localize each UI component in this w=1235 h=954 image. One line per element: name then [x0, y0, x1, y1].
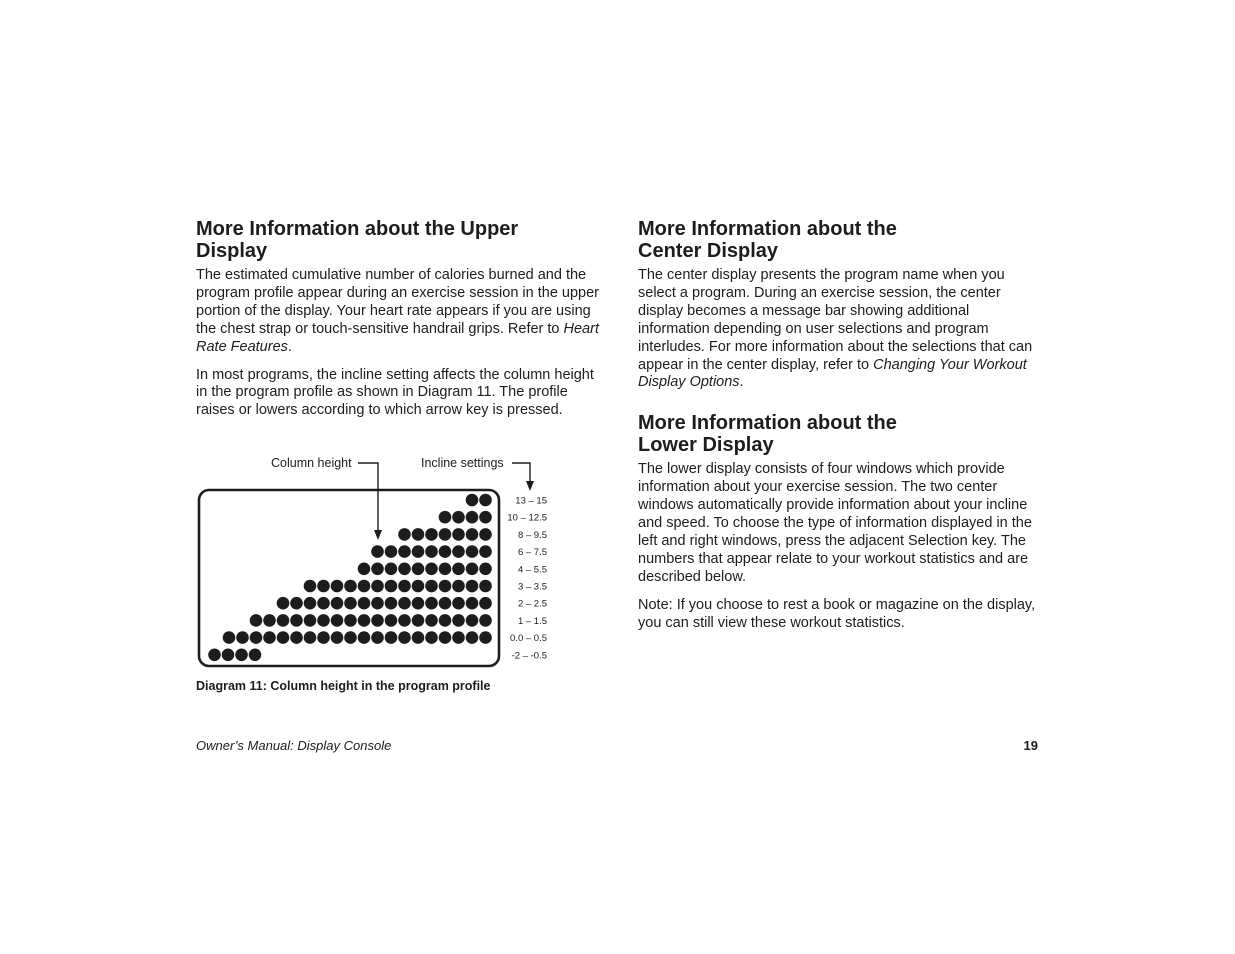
profile-dot [385, 545, 398, 558]
profile-dot [358, 580, 371, 593]
heading-line: More Information about the [638, 218, 897, 240]
profile-dot [412, 545, 425, 558]
profile-dot [385, 614, 398, 627]
profile-dot [439, 545, 452, 558]
profile-dot [439, 597, 452, 610]
profile-dot [358, 563, 371, 576]
profile-dot [398, 528, 411, 541]
profile-dot [479, 614, 492, 627]
profile-dot [479, 545, 492, 558]
incline-setting-label: -2 – -0.5 [511, 650, 547, 662]
profile-dot [344, 614, 357, 627]
profile-dot [479, 580, 492, 593]
profile-dot [439, 511, 452, 524]
profile-dot [371, 580, 384, 593]
profile-dot [331, 597, 344, 610]
incline-setting-label: 8 – 9.5 [517, 529, 547, 541]
profile-dot [452, 545, 465, 558]
profile-dot [263, 631, 276, 644]
profile-dot [398, 563, 411, 576]
incline-setting-label: 6 – 7.5 [517, 547, 547, 559]
profile-dot [398, 545, 411, 558]
profile-dot [425, 563, 438, 576]
column-height-arrow-head [374, 530, 382, 540]
profile-dot [331, 614, 344, 627]
profile-dot [466, 580, 479, 593]
profile-dot [425, 580, 438, 593]
profile-dot [412, 631, 425, 644]
heading-line: Lower Display [638, 434, 774, 457]
incline-setting-label: 10 – 12.5 [507, 512, 547, 524]
profile-dot [412, 580, 425, 593]
profile-dot [412, 614, 425, 627]
profile-dot [452, 631, 465, 644]
profile-dot [344, 597, 357, 610]
upper-display-heading [196, 218, 601, 262]
profile-dot [223, 631, 236, 644]
profile-dot [304, 631, 317, 644]
profile-dot [263, 614, 276, 627]
profile-dot [344, 580, 357, 593]
profile-dot [331, 631, 344, 644]
profile-dot [222, 649, 235, 662]
profile-dot [452, 597, 465, 610]
profile-dot [317, 597, 330, 610]
profile-dot [208, 649, 221, 662]
paragraph-text: The center display presents the program name when you select a program. During an exercise session, the center display becomes a message bar showing additional information depending on user selections and program interludes. For more information about the selections that can appear in the center display, refer to [638, 267, 1033, 373]
profile-dot [452, 563, 465, 576]
profile-dot [385, 563, 398, 576]
center-display-heading [638, 218, 1043, 262]
profile-dot [466, 494, 479, 507]
profile-dot [385, 597, 398, 610]
profile-dot [331, 580, 344, 593]
profile-dot [371, 614, 384, 627]
program-profile-diagram [196, 450, 576, 680]
profile-dot [452, 528, 465, 541]
profile-dot [344, 631, 357, 644]
heading-line: Display [196, 240, 268, 262]
incline-setting-label: 4 – 5.5 [517, 564, 547, 576]
diagram-caption: Diagram 11: Column height in the program profile [196, 679, 491, 693]
profile-dot [235, 649, 248, 662]
column-height-arrow-line [358, 463, 378, 533]
profile-dot [371, 597, 384, 610]
profile-dot [479, 631, 492, 644]
profile-dot [479, 597, 492, 610]
profile-dot [398, 631, 411, 644]
right-column [638, 218, 1043, 643]
profile-dot [479, 494, 492, 507]
profile-dot [412, 597, 425, 610]
profile-dot [425, 528, 438, 541]
profile-dot [290, 631, 303, 644]
heart-rate-features-reference: Heart Rate Features [196, 320, 599, 355]
profile-dot [398, 580, 411, 593]
profile-dot [317, 631, 330, 644]
note-paragraph [638, 597, 1043, 633]
profile-dot [277, 631, 290, 644]
incline-paragraph: In most programs, the incline setting affects the column height in the program profile as shown in Diagram 11. The profile raises or lowers according to which arrow key is pressed. [196, 366, 594, 419]
profile-dot [304, 614, 317, 627]
profile-dot [385, 631, 398, 644]
profile-dot [304, 597, 317, 610]
profile-dot [479, 528, 492, 541]
profile-dot [317, 580, 330, 593]
profile-dot [358, 631, 371, 644]
profile-dot [412, 528, 425, 541]
note-text: If you choose to rest a book or magazine on the display, you can still view these workout statistics. [638, 596, 1036, 631]
paragraph-end: . [739, 374, 744, 391]
incline-setting-label: 1 – 1.5 [517, 615, 547, 627]
incline-setting-label: 13 – 15 [515, 495, 547, 507]
heading-line: More Information about the [638, 412, 897, 435]
heading-line: Center Display [638, 240, 779, 262]
profile-dot [479, 563, 492, 576]
profile-dot [371, 631, 384, 644]
profile-dot [425, 597, 438, 610]
paragraph-text: The estimated cumulative number of calories burned and the program profile appear during an exercise session in the upper portion of the display. Your heart rate appears if you are using the chest strap or touch-sensitive handrail grips. Refer to [196, 267, 600, 337]
profile-dot [479, 511, 492, 524]
incline-labels [507, 496, 547, 662]
incline-setting-label: 3 – 3.5 [517, 581, 547, 593]
profile-dot [371, 563, 384, 576]
profile-dot [250, 631, 263, 644]
profile-dot [466, 563, 479, 576]
profile-dots [208, 494, 492, 661]
incline-settings-arrow-line [512, 463, 530, 484]
incline-setting-label: 0.0 – 0.5 [510, 633, 547, 645]
profile-dot [466, 631, 479, 644]
profile-dot [398, 614, 411, 627]
profile-dot [466, 528, 479, 541]
profile-dot [317, 614, 330, 627]
heading-line: More Information about the Upper [196, 218, 519, 240]
profile-dot [290, 614, 303, 627]
profile-dot [277, 614, 290, 627]
profile-dot [452, 580, 465, 593]
profile-dot [358, 597, 371, 610]
profile-dot [236, 631, 249, 644]
profile-dot [249, 649, 262, 662]
profile-dot [466, 511, 479, 524]
profile-dot [439, 631, 452, 644]
profile-dot [466, 545, 479, 558]
profile-dot [398, 597, 411, 610]
profile-dot [425, 545, 438, 558]
profile-dot [439, 528, 452, 541]
profile-dot [412, 563, 425, 576]
incline-setting-label: 2 – 2.5 [517, 598, 547, 610]
page-number: 19 [1023, 738, 1038, 753]
footer-title: Owner’s Manual: Display Console [196, 738, 392, 753]
profile-dot [466, 597, 479, 610]
profile-dot [439, 563, 452, 576]
profile-dot [452, 614, 465, 627]
paragraph-end: . [287, 338, 292, 355]
profile-dot [290, 597, 303, 610]
profile-dot [277, 597, 290, 610]
profile-dot [466, 614, 479, 627]
profile-dot [439, 614, 452, 627]
lower-display-paragraph: The lower display consists of four windows which provide information about your exercise session. The two center windows automatically provide information about your incline and speed. To choose the type of information displayed in the left and right windows, press the adjacent Selection key. The numbers that appear relate to your workout statistics and are described below. [638, 461, 1032, 585]
profile-dot [425, 614, 438, 627]
profile-display-graphic [196, 450, 576, 680]
profile-dot [439, 580, 452, 593]
incline-settings-label: Incline settings [421, 456, 504, 470]
profile-dot [371, 545, 384, 558]
note-label: Note: [638, 596, 673, 613]
profile-dot [304, 580, 317, 593]
center-display-paragraph [638, 267, 1043, 392]
profile-dot [358, 614, 371, 627]
lower-display-heading [638, 412, 1043, 456]
workout-display-options-reference: Changing Your Workout Display Options [638, 356, 1027, 391]
left-column [196, 218, 601, 430]
profile-dot [425, 631, 438, 644]
profile-dot [250, 614, 263, 627]
column-height-label: Column height [271, 456, 352, 470]
profile-dot [452, 511, 465, 524]
upper-display-paragraph [196, 267, 601, 357]
incline-settings-arrow-head [526, 481, 534, 491]
profile-dot [385, 580, 398, 593]
